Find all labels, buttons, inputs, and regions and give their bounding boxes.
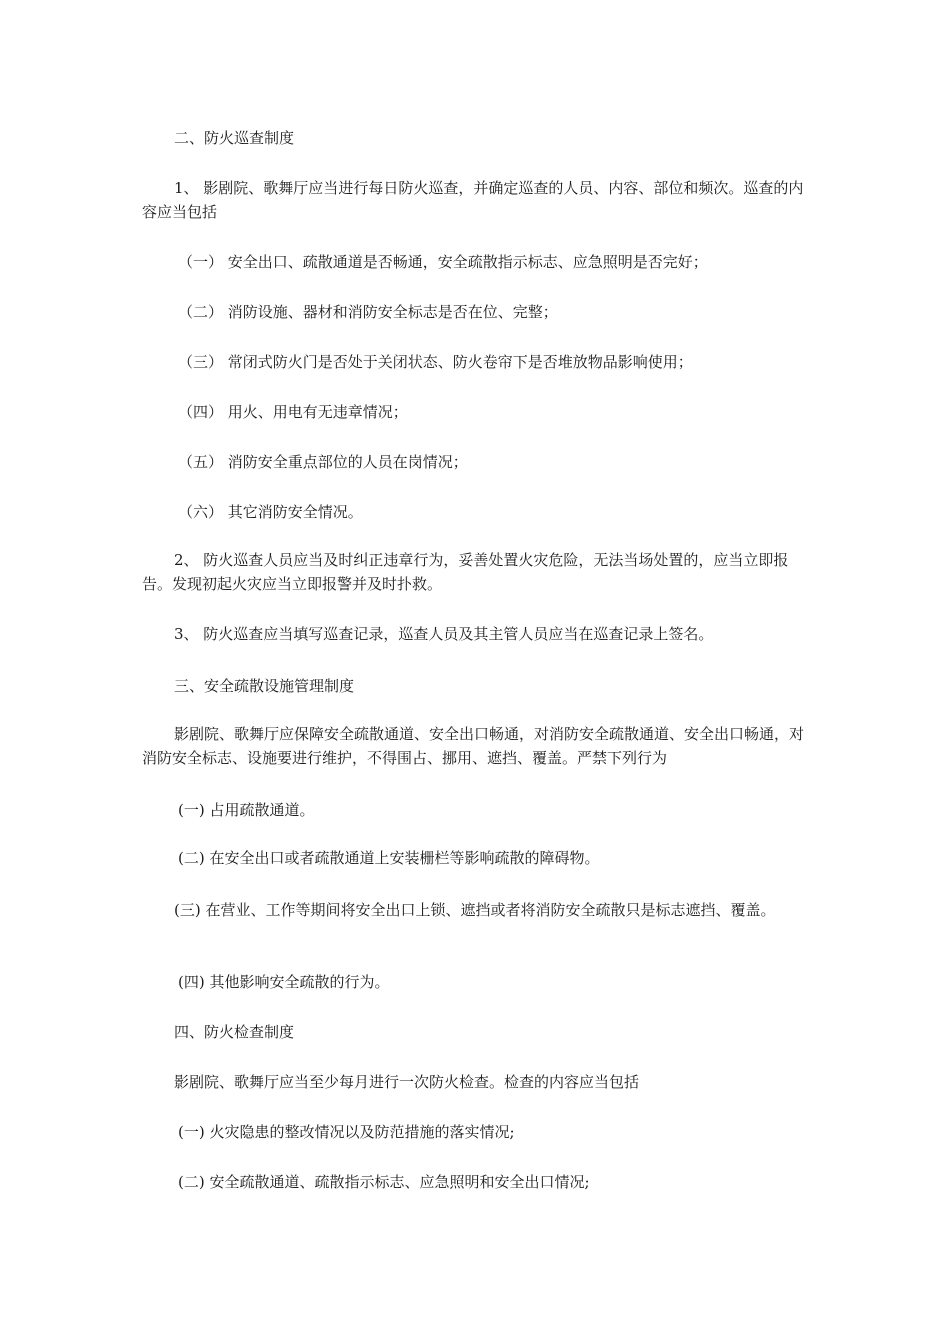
paragraph-patrol-item-1: 1、 影剧院、歌舞厅应当进行每日防火巡查，并确定巡查的人员、内容、部位和频次。巡查的内容应当包括 — [142, 179, 804, 221]
list-item: (一) 火灾隐患的整改情况以及防范措施的落实情况; — [178, 1123, 515, 1141]
paragraph-patrol-item-2: 2、 防火巡查人员应当及时纠正违章行为，妥善处置火灾危险，无法当场处置的，应当立即报告。发现初起火灾应当立即报警并及时扑救。 — [142, 551, 789, 593]
list-item: (一) 占用疏散通道。 — [178, 801, 315, 819]
list-item: (三) 在营业、工作等期间将安全出口上锁、遮挡或者将消防安全疏散只是标志遮挡、覆盖。 — [174, 901, 776, 919]
list-item: （六） 其它消防安全情况。 — [178, 503, 363, 521]
section-heading-patrol: 二、防火巡查制度 — [174, 129, 295, 147]
list-item: (四) 其他影响安全疏散的行为。 — [178, 973, 390, 991]
section-heading-inspection: 四、防火检查制度 — [174, 1023, 295, 1041]
section-heading-evacuation: 三、安全疏散设施管理制度 — [174, 677, 355, 695]
list-item: （一） 安全出口、疏散通道是否畅通，安全疏散指示标志、应急照明是否完好； — [178, 253, 708, 271]
paragraph-inspection-intro: 影剧院、歌舞厅应当至少每月进行一次防火检查。检查的内容应当包括 — [174, 1073, 640, 1091]
list-item: (二) 安全疏散通道、疏散指示标志、应急照明和安全出口情况; — [178, 1173, 590, 1191]
list-item: （四） 用火、用电有无违章情况； — [178, 403, 408, 421]
list-item: (二) 在安全出口或者疏散通道上安装栅栏等影响疏散的障碍物。 — [178, 849, 600, 867]
list-item: （五） 消防安全重点部位的人员在岗情况； — [178, 453, 468, 471]
paragraph-patrol-item-3: 3、 防火巡查应当填写巡查记录，巡查人员及其主管人员应当在巡查记录上签名。 — [174, 625, 714, 643]
paragraph-evacuation-intro: 影剧院、歌舞厅应保障安全疏散通道、安全出口畅通，对消防安全疏散通道、安全出口畅通，对消防安全标志、设施要进行维护，不得围占、挪用、遮挡、覆盖。严禁下列行为 — [142, 725, 805, 767]
list-item: （二） 消防设施、器材和消防安全标志是否在位、完整； — [178, 303, 558, 321]
list-item: （三） 常闭式防火门是否处于关闭状态、防火卷帘下是否堆放物品影响使用； — [178, 353, 693, 371]
